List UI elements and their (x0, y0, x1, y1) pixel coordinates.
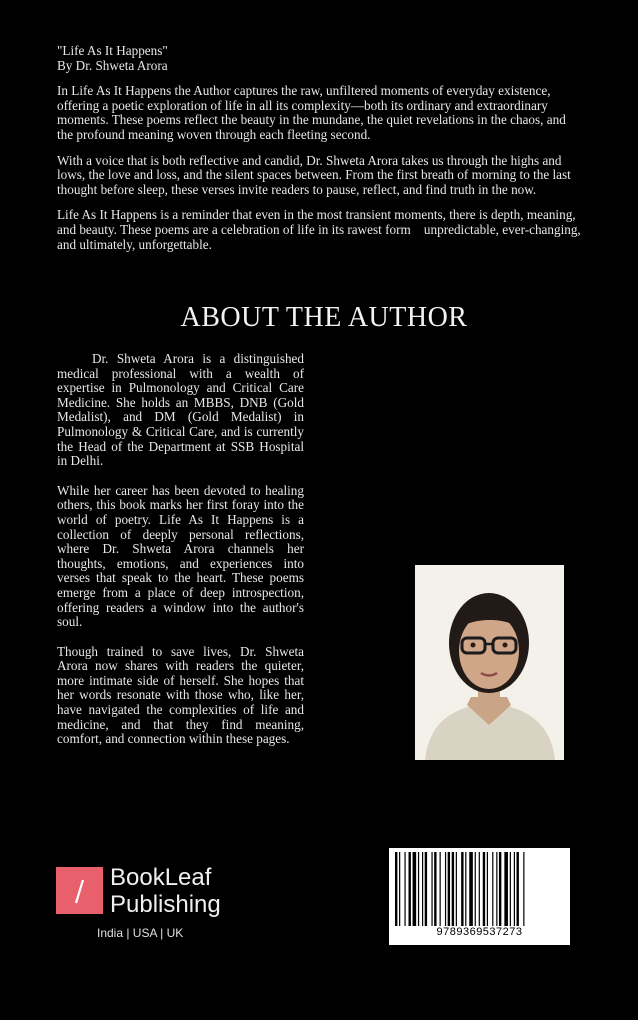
bookleaf-slash-icon (56, 867, 103, 914)
publisher-logo-text (110, 864, 221, 918)
barcode-bar (479, 852, 480, 926)
intro-block (57, 43, 585, 263)
barcode-bar (409, 852, 411, 926)
author-portrait-image (415, 565, 564, 760)
about-paragraph: Dr. Shweta Arora is a distinguished medical professional with a wealth of expertise in Pulmonology and Critical Care Medicine. She holds an MBBS, DNB (Gold Medalist), and DM (Gold Medalist) in Pulmonology & Critical Care, and is currently the Head of the Department at SSB Hospital in Delhi. (57, 351, 304, 469)
barcode-bar (413, 852, 417, 926)
barcode-bar (425, 852, 427, 926)
barcode-bar (434, 852, 436, 926)
publisher-name-line2: Publishing (110, 891, 221, 918)
book-title-block (57, 44, 581, 73)
barcode-bars (395, 852, 564, 926)
barcode-bar (487, 852, 488, 926)
barcode-bar (504, 852, 508, 926)
barcode-bar (395, 852, 397, 926)
book-title: "Life As It Happens" (57, 43, 168, 58)
barcode-bar (399, 852, 400, 926)
barcode-bar (483, 852, 485, 926)
intro-paragraph: Life As It Happens is a reminder that even in the most transient moments, there is depth, meaning, and beauty. These poems are a celebration of life in its rawest form unpredictable, ever-changing, and ultimately, unforgettable. (57, 207, 585, 252)
barcode-bar (523, 852, 524, 926)
barcode-bar (469, 852, 473, 926)
barcode-bar (510, 852, 511, 926)
publisher-regions: India | USA | UK (97, 926, 184, 940)
barcode-bar (461, 852, 463, 926)
about-author-block (57, 352, 304, 762)
author-portrait (415, 565, 564, 760)
barcode-bar (475, 852, 476, 926)
barcode-bar (465, 852, 466, 926)
barcode-bar (440, 852, 441, 926)
book-byline: By Dr. Shweta Arora (57, 57, 168, 73)
barcode-bar (499, 852, 501, 926)
barcode-bar (422, 852, 423, 926)
about-paragraph: While her career has been devoted to healing others, this book marks her first foray into the world of poetry. Life As It Happens is a collection of deeply personal reflections, where Dr. Shweta Arora channels her thoughts, emotions, and experiences into verses that speak to the heart. These poems emerge from a place of deep introspection, offering readers a window into the author's soul. (57, 482, 304, 630)
barcode-bar (492, 852, 493, 926)
barcode-bar (456, 852, 457, 926)
isbn-number: 9789369537273 (436, 926, 523, 938)
barcode-bar (496, 852, 497, 926)
publisher-name-line1: BookLeaf (110, 864, 212, 891)
about-paragraph: Though trained to save lives, Dr. Shweta Arora now shares with readers the quieter, more intimate side of herself. She hopes that her words resonate with those who, like her, have navigated the complexities of life and medicine, and that they find meaning, comfort, and connection within these pages. (57, 643, 304, 747)
barcode-bar (517, 852, 519, 926)
barcode-bar (445, 852, 446, 926)
barcode-bar (404, 852, 405, 926)
about-heading: ABOUT THE AUTHOR (180, 302, 468, 333)
isbn-barcode (389, 848, 570, 945)
barcode-bar (431, 852, 432, 926)
intro-paragraph: In Life As It Happens the Author captures the raw, unfiltered moments of everyday existence, offering a poetic exploration of life in all its complexity—both its ordinary and extraordinary moments. These poems reflect the beauty in the mundane, the quiet revelations in the chaos, and the profound meaning woven through each fleeting second. (57, 83, 566, 142)
intro-paragraph: With a voice that is both reflective and candid, Dr. Shweta Arora takes us through the highs and lows, the love and loss, and the silent spaces between. From the first breath of morning to the last thought before sleep, these verses invite readers to pause, reflect, and find truth in the now. (57, 152, 571, 197)
barcode-bar (448, 852, 450, 926)
barcode-bar (452, 852, 454, 926)
barcode-bar (418, 852, 419, 926)
barcode-bar (514, 852, 515, 926)
